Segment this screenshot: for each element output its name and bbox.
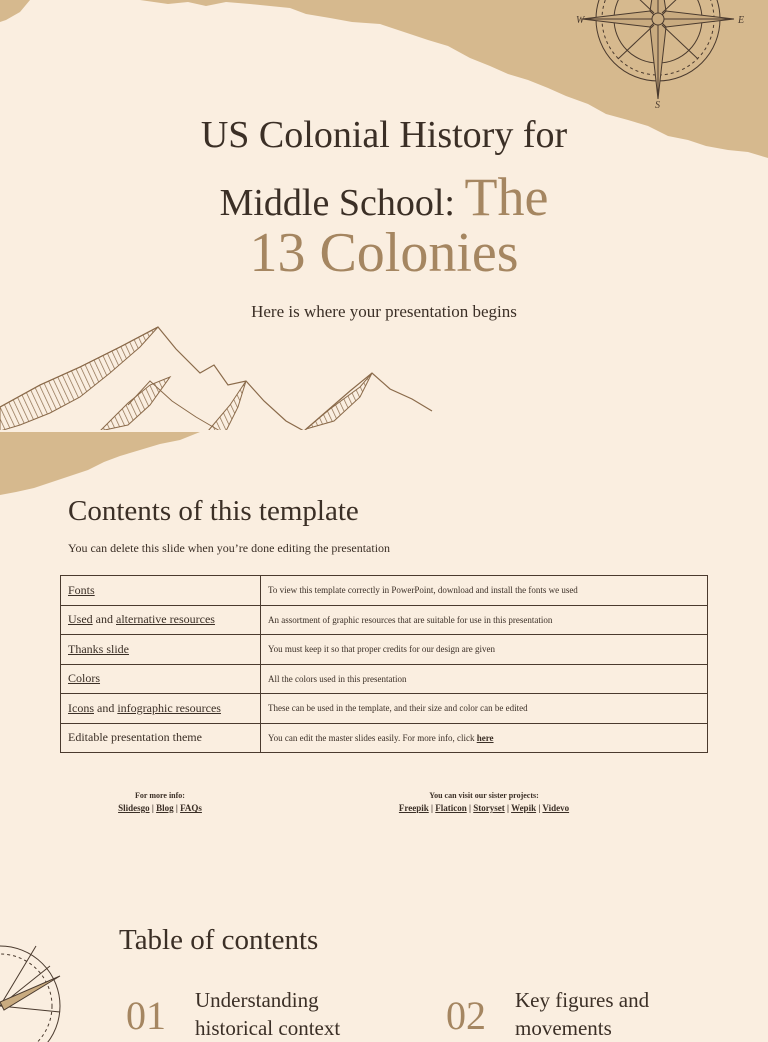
title-slide bbox=[0, 0, 768, 495]
row-description: These can be used in the template, and their size and color can be edited bbox=[261, 694, 708, 724]
here-link[interactable]: here bbox=[476, 732, 494, 743]
slidesgo-link[interactable]: Slidesgo bbox=[118, 803, 150, 813]
toc-title: Table of contents bbox=[119, 924, 319, 956]
toc-number-02: 02 bbox=[446, 993, 486, 1038]
title-line-2-a: Middle School: bbox=[219, 182, 465, 224]
row-description: All the colors used in this presentation bbox=[261, 664, 708, 694]
more-info-links: Slidesgo | Blog | FAQs bbox=[118, 803, 202, 813]
title-line-2 bbox=[0, 167, 768, 227]
table-of-contents-slide bbox=[0, 880, 768, 1040]
freepik-link[interactable]: Freepik bbox=[398, 803, 429, 813]
sister-projects-block bbox=[364, 789, 604, 815]
toc-number-01: 01 bbox=[126, 993, 166, 1038]
row-label bbox=[61, 694, 261, 724]
toc-item-02: Key figures and movements bbox=[515, 988, 650, 1040]
compass-icon bbox=[576, 0, 745, 111]
colors-link[interactable]: Colors bbox=[68, 671, 101, 686]
row-label bbox=[61, 576, 261, 606]
row-description-text: You can edit the master slides easily. For more info, click bbox=[268, 732, 477, 743]
title-line-3: 13 Colonies bbox=[249, 222, 519, 284]
toc-item-01: Understanding historical context bbox=[195, 988, 341, 1040]
and-text: and bbox=[92, 612, 116, 627]
used-link[interactable]: Used bbox=[68, 612, 93, 627]
wepik-link[interactable]: Wepik bbox=[511, 803, 537, 813]
row-description bbox=[261, 723, 708, 753]
subtitle: Here is where your presentation begins bbox=[251, 302, 517, 321]
contents-title: Contents of this template bbox=[68, 495, 359, 527]
infographic-resources-link[interactable]: infographic resources bbox=[117, 700, 221, 715]
thanks-slide-link[interactable]: Thanks slide bbox=[68, 641, 129, 656]
icons-link[interactable]: Icons bbox=[68, 700, 94, 715]
more-info-block bbox=[90, 789, 230, 815]
row-label bbox=[61, 605, 261, 635]
table-row bbox=[61, 723, 708, 753]
storyset-link[interactable]: Storyset bbox=[473, 803, 505, 813]
blog-link[interactable]: Blog bbox=[156, 803, 174, 813]
row-description: To view this template correctly in PowerPoint, download and install the fonts we used bbox=[261, 576, 708, 606]
mountains-illustration bbox=[0, 325, 440, 435]
contents-subtitle: You can delete this slide when you’re done editing the presentation bbox=[68, 541, 391, 555]
compass-icon bbox=[0, 880, 80, 1024]
fonts-link[interactable]: Fonts bbox=[68, 582, 95, 597]
contents-slide bbox=[0, 495, 768, 880]
table-row bbox=[61, 635, 708, 665]
row-description: An assortment of graphic resources that are suitable for use in this presentation bbox=[261, 605, 708, 635]
compass-s-label: S bbox=[655, 100, 660, 111]
row-label bbox=[61, 664, 261, 694]
row-label: Editable presentation theme bbox=[61, 723, 261, 753]
videvo-link[interactable]: Videvo bbox=[542, 803, 570, 813]
row-description: You must keep it so that proper credits for our design are given bbox=[261, 635, 708, 665]
alternative-resources-link[interactable]: alternative resources bbox=[116, 612, 215, 627]
title-line-2-accent: The bbox=[464, 167, 549, 227]
table-row bbox=[61, 605, 708, 635]
contents-table bbox=[60, 575, 708, 753]
compass-w-label: W bbox=[576, 15, 585, 26]
table-row bbox=[61, 694, 708, 724]
title-line-1: US Colonial History for bbox=[200, 114, 568, 156]
compass-e-label: E bbox=[738, 15, 745, 26]
more-info-heading: For more info: bbox=[135, 791, 185, 800]
row-label bbox=[61, 635, 261, 665]
faqs-link[interactable]: FAQs bbox=[180, 803, 202, 813]
sister-projects-heading: You can visit our sister projects: bbox=[429, 791, 539, 800]
and-text: and bbox=[94, 700, 118, 715]
flaticon-link[interactable]: Flaticon bbox=[435, 803, 467, 813]
table-row bbox=[61, 576, 708, 606]
sister-projects-links: Freepik | Flaticon | Storyset | Wepik | Videvo bbox=[398, 803, 570, 813]
table-row bbox=[61, 664, 708, 694]
